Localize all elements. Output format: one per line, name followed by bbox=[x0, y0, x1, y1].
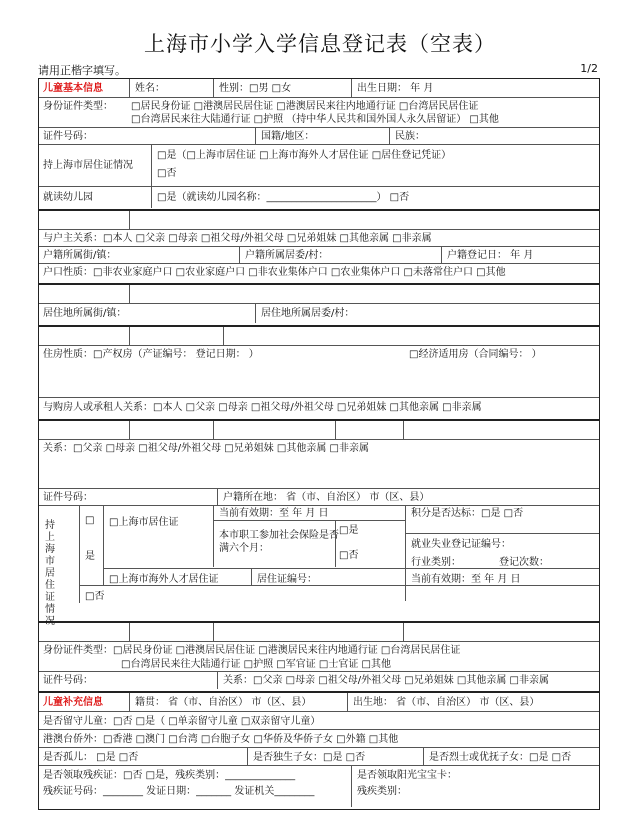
g1-valid-2[interactable]: 当前有效期：至 年 月 日 bbox=[411, 574, 521, 585]
g2-idno[interactable]: 证件号码： bbox=[43, 675, 93, 686]
hukou-kind[interactable]: 户口性质：□非农业家庭户口 □农业家庭户口 □非农业集体户口 □农业集体户口 □未落常住户口 □其他 bbox=[43, 267, 506, 278]
g1-permit-no-option[interactable]: □否 bbox=[85, 591, 105, 602]
g1-industry[interactable]: 行业类别： bbox=[411, 557, 461, 568]
left-behind-field[interactable]: 是否留守儿童：□否 □是（ □单亲留守儿童 □双亲留守儿童） bbox=[43, 716, 321, 727]
g1-insurance: 本市职工参加社会保险是否满六个月： bbox=[219, 530, 339, 554]
g2-idtype[interactable]: 身份证件类型：□居民身份证 □港澳居民居住证 □港澳居民来往内地通行证 □台湾居民居住证 bbox=[43, 645, 461, 656]
sh-permit-label: 持上海市居住证情况 bbox=[43, 160, 133, 171]
only-child-field[interactable]: 是否独生子女：□是 □否 bbox=[253, 752, 366, 763]
page-number: 1/2 bbox=[580, 62, 598, 75]
g1-permit-label: 持上海市居住证情况 bbox=[45, 520, 55, 627]
residence-street[interactable]: 居住地所属街/镇： bbox=[43, 308, 127, 319]
martyr-field[interactable]: 是否烈士或优抚子女：□是 □否 bbox=[429, 752, 572, 763]
idno-field[interactable]: 证件号码： bbox=[43, 131, 93, 142]
section-child-basic bbox=[38, 78, 600, 210]
g1-unemployment[interactable]: 就业失业登记证编号： bbox=[411, 539, 511, 550]
sunshine-card-field[interactable]: 是否领取阳光宝宝卡： bbox=[357, 770, 457, 781]
residence-village[interactable]: 居住地所属居委/村： bbox=[261, 308, 355, 319]
overseas-field[interactable]: 港澳台侨外：□香港 □澳门 □台湾 □台胞子女 □华侨及华侨子女 □外籍 □其他 bbox=[43, 734, 399, 745]
g2-idtype-2[interactable]: □台湾居民来往大陆通行证 □护照 □军官证 □士官证 □其他 bbox=[121, 659, 391, 670]
birthplace-field[interactable]: 出生地： 省（市、自治区） 市（区、县） bbox=[353, 697, 540, 708]
birth-field[interactable]: 出生日期： 年 月 bbox=[357, 83, 434, 94]
section-heading: 儿童补充信息 bbox=[43, 697, 103, 708]
g1-valid[interactable]: 当前有效期：至 年 月 日 bbox=[219, 508, 329, 519]
section-guardian-1 bbox=[38, 420, 600, 627]
g1-permit-box[interactable]: □ bbox=[85, 515, 95, 526]
form-title: 上海市小学入学信息登记表（空表） bbox=[144, 32, 496, 56]
g1-regcount[interactable]: 登记次数： bbox=[499, 557, 549, 568]
section-child-housing bbox=[38, 326, 600, 420]
name-field[interactable]: 姓名： bbox=[135, 83, 165, 94]
g2-relation[interactable]: 关系：□父亲 □母亲 □祖父母/外祖父母 □兄弟姐妹 □其他亲属 □非亲属 bbox=[223, 675, 549, 686]
disability-field[interactable]: 是否领取残疾证：□否 □是，残疾类别：______________ bbox=[43, 770, 296, 781]
kindergarten-options[interactable]: □是（就读幼儿园名称：______________________） □否 bbox=[157, 192, 410, 203]
disability-card-field[interactable]: 残疾证号码：________ 发证日期：_______ 发证机关________ bbox=[43, 786, 315, 797]
g1-relation[interactable]: 关系：□父亲 □母亲 □祖父母/外祖父母 □兄弟姐妹 □其他亲属 □非亲属 bbox=[43, 443, 369, 454]
origin-field[interactable]: 籍贯： 省（市、自治区） 市（区、县） bbox=[135, 697, 312, 708]
kindergarten-label: 就读幼儿园 bbox=[43, 192, 93, 203]
instruction-text: 请用正楷字填写。 bbox=[38, 64, 126, 77]
idtype-options[interactable]: □居民身份证 □港澳居民居住证 □港澳居民来往内地通行证 □台湾居民居住证 bbox=[131, 101, 479, 112]
hukou-village[interactable]: 户籍所属居委/村： bbox=[245, 250, 329, 261]
gender-field[interactable]: 性别：□男 □女 bbox=[219, 83, 292, 94]
ethnic-field[interactable]: 民族： bbox=[395, 131, 425, 142]
g1-insurance-yes[interactable]: □是 bbox=[339, 525, 359, 536]
section-guardian-2 bbox=[38, 622, 600, 692]
g1-sh-permit[interactable]: □上海市居住证 bbox=[109, 517, 179, 528]
disability-type-field[interactable]: 残疾类别： bbox=[357, 786, 407, 797]
hukou-relation[interactable]: 与户主关系：□本人 □父亲 □母亲 □祖父母/外祖父母 □兄弟姐妹 □其他亲属 □非亲属 bbox=[43, 233, 432, 244]
sh-permit-no[interactable]: □否 bbox=[157, 168, 177, 179]
section-child-residence bbox=[38, 284, 600, 326]
nation-field[interactable]: 国籍/地区： bbox=[261, 131, 315, 142]
g1-talent-permit[interactable]: □上海市海外人才居住证 bbox=[109, 574, 219, 585]
section-child-hukou bbox=[38, 210, 600, 284]
housing-relation[interactable]: 与购房人或承租人关系：□本人 □父亲 □母亲 □祖父母/外祖父母 □兄弟姐妹 □其他亲属 □非亲属 bbox=[43, 402, 482, 413]
sh-permit-yes[interactable]: □是（□上海市居住证 □上海市海外人才居住证 □居住登记凭证） bbox=[157, 150, 452, 161]
section-heading: 儿童基本信息 bbox=[43, 83, 103, 94]
orphan-field[interactable]: 是否孤儿： □是 □否 bbox=[43, 752, 139, 763]
g1-insurance-no[interactable]: □否 bbox=[339, 550, 359, 561]
g1-permit-no[interactable]: 居住证编号： bbox=[257, 574, 317, 585]
idtype-options-2[interactable]: □台湾居民来往大陆通行证 □护照 （持中华人民共和国外国人永久居留证） □其他 bbox=[131, 114, 499, 125]
g1-hukou[interactable]: 户籍所在地： 省（市、自治区） 市（区、县） bbox=[223, 492, 430, 503]
hukou-regdate[interactable]: 户籍登记日： 年 月 bbox=[447, 250, 534, 261]
form-sheet bbox=[38, 76, 600, 810]
g1-score[interactable]: 积分是否达标：□是 □否 bbox=[411, 508, 524, 519]
housing-affordable[interactable]: □经济适用房（合同编号： ） bbox=[409, 349, 542, 360]
section-child-supplement bbox=[38, 692, 600, 810]
idtype-label: 身份证件类型： bbox=[43, 101, 113, 112]
g1-permit-yes: 是 bbox=[85, 551, 95, 562]
g1-idno[interactable]: 证件号码： bbox=[43, 492, 93, 503]
housing-nature[interactable]: 住房性质：□产权房（产证编号： 登记日期： ） bbox=[43, 349, 259, 360]
hukou-street[interactable]: 户籍所属街/镇： bbox=[43, 250, 117, 261]
